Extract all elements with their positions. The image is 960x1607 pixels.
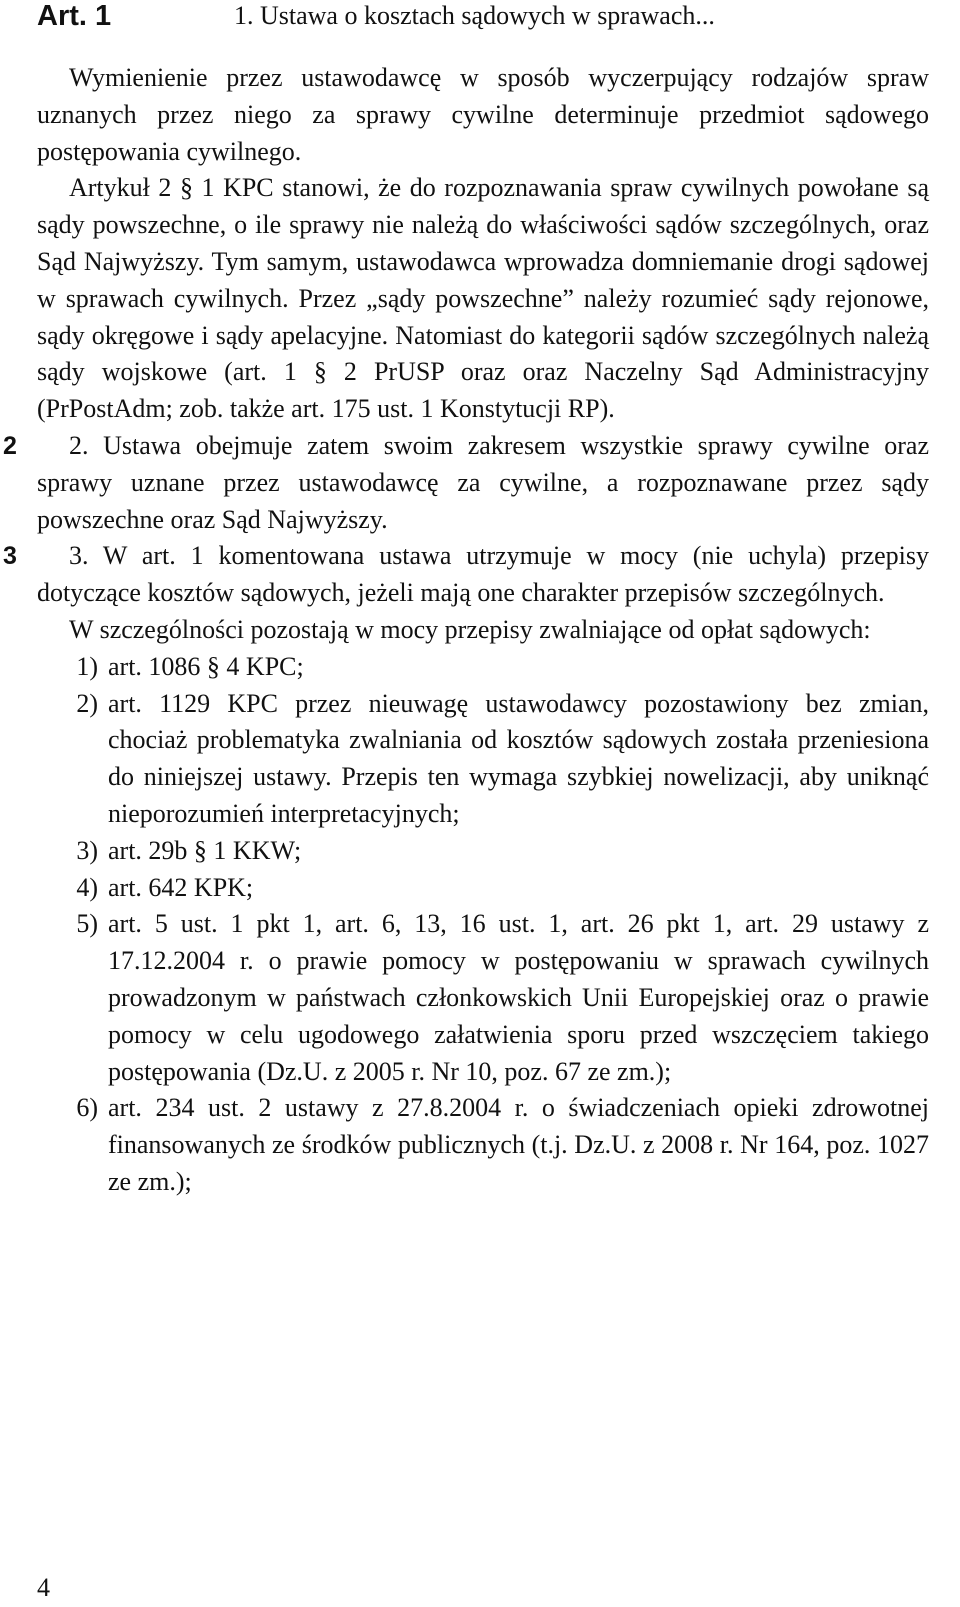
list-item	[37, 686, 929, 833]
margin-number-3: 3	[3, 542, 17, 571]
running-title: 1. Ustawa o kosztach sądowych w sprawach...	[234, 1, 715, 30]
exemption-list	[37, 649, 929, 1201]
page-header	[0, 0, 960, 40]
list-item-text: art. 1129 KPC przez nieuwagę ustawodawcy pozostawiony bez zmian, chociaż problematyka zwalniania od kosztów sądowych została przeniesiona do niniejszej ustawy. Przepis ten wymaga szybkiej nowelizacji, aby uniknąć nieporozumień interpretacyjnych;	[108, 688, 929, 828]
section-3	[3, 538, 929, 612]
list-item-number: 4)	[76, 872, 98, 902]
list-item-text: art. 234 ust. 2 ustawy z 27.8.2004 r. o świadczeniach opieki zdrowotnej finansowanych ze środków publicznych (t.j. Dz.U. z 2008 r. Nr 164, poz. 1027 ze zm.);	[108, 1093, 929, 1196]
page-body	[3, 60, 929, 1201]
paragraph-3: 2. Ustawa obejmuje zatem swoim zakresem wszystkie sprawy cywilne oraz sprawy uznane przez ustawodawcę za cywilne, a rozpoznawane przez sądy powszechne oraz Sąd Najwyższy.	[37, 430, 929, 534]
list-item-number: 2)	[76, 688, 98, 718]
paragraph-2: Artykuł 2 § 1 KPC stanowi, że do rozpoznawania spraw cywilnych powołane są sądy powszechne, o ile sprawy nie należą do właściwości sądów szczególnych, oraz Sąd Najwyższy. Tym samym, ustawodawca wprowadza domniemanie drogi sądowej w sprawach cywilnych. Przez „sądy powszechne” należy rozumieć sądy rejonowe, sądy okręgowe i sądy apelacyjne. Natomiast do kategorii sądów szczególnych należą sądy wojskowe (art. 1 § 2 PrUSP oraz oraz Naczelny Sąd Administracyjny (PrPostAdm; zob. także art. 175 ust. 1 Konstytucji RP).	[37, 173, 929, 424]
list-item-number: 1)	[76, 651, 98, 681]
section-2	[3, 428, 929, 538]
margin-number-2: 2	[3, 431, 17, 460]
list-item	[37, 906, 929, 1090]
article-label: Art. 1	[37, 0, 112, 32]
list-item	[37, 649, 929, 686]
list-item	[37, 833, 929, 870]
list-item-number: 3)	[76, 835, 98, 865]
list-item	[37, 1090, 929, 1200]
list-item-text: art. 5 ust. 1 pkt 1, art. 6, 13, 16 ust. 1, art. 26 pkt 1, art. 29 ustawy z 17.12.2004 r. o prawie pomocy w postępowaniu w sprawach cywilnych prowadzonym w państwach członkowskich Unii Europejskiej oraz o prawie pomocy w celu ugodowego załatwienia sporu przed wszczęciem takiego postępowania (Dz.U. z 2005 r. Nr 10, poz. 67 ze zm.);	[108, 909, 929, 1086]
paragraph-5: W szczególności pozostają w mocy przepisy zwalniające od opłat sądowych:	[69, 614, 871, 644]
paragraph-4: 3. W art. 1 komentowana ustawa utrzymuje w mocy (nie uchyla) przepisy dotyczące kosztów sądowych, jeżeli mają one charakter przepisów szczególnych.	[37, 541, 929, 608]
list-item-text: art. 642 KPK;	[108, 872, 254, 902]
list-item-number: 5)	[76, 909, 98, 939]
list-item-number: 6)	[76, 1093, 98, 1123]
list-item-text: art. 29b § 1 KKW;	[108, 835, 302, 865]
margin-number-4: 4	[37, 1573, 50, 1602]
list-item	[37, 870, 929, 907]
list-item-text: art. 1086 § 4 KPC;	[108, 651, 304, 681]
paragraph-1: Wymienienie przez ustawodawcę w sposób wyczerpujący rodzajów spraw uznanych przez niego za sprawy cywilne determinuje przedmiot sądowego postępowania cywilnego.	[37, 63, 929, 166]
